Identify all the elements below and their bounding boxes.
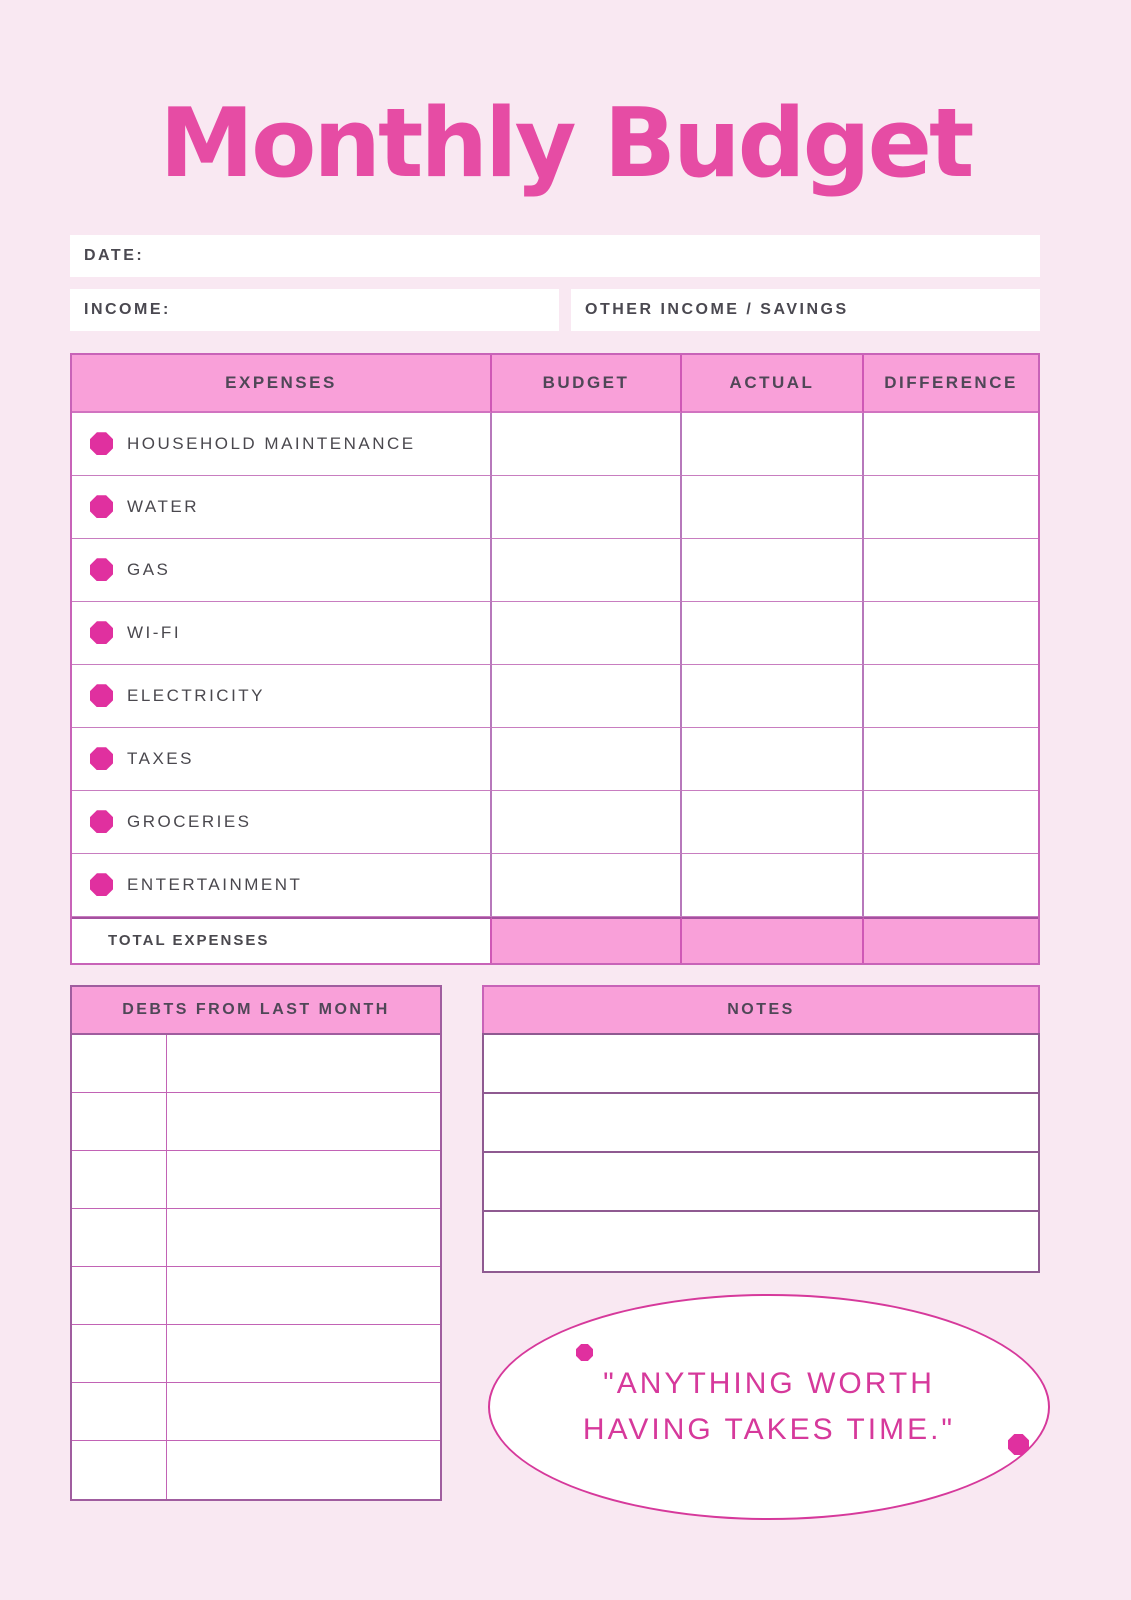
page-title: Monthly Budget — [159, 89, 972, 199]
quote-ellipse — [488, 1294, 1050, 1520]
debts-table — [70, 985, 442, 1501]
total-actual-cell[interactable] — [682, 917, 864, 963]
difference-column-header: DIFFERENCE — [864, 355, 1038, 413]
expense-label-cell — [72, 539, 492, 602]
debts-description-cell[interactable] — [167, 1325, 440, 1383]
octagon-bullet-icon — [90, 747, 113, 770]
expenses-column-header: EXPENSES — [72, 355, 492, 413]
notes-section — [482, 985, 1040, 1273]
expenses-table — [70, 353, 1040, 965]
actual-input-cell[interactable] — [682, 854, 864, 917]
debts-row — [72, 1383, 440, 1441]
actual-input-cell[interactable] — [682, 413, 864, 476]
debts-table-header: DEBTS FROM LAST MONTH — [72, 987, 440, 1035]
difference-input-cell[interactable] — [864, 476, 1038, 539]
expense-label-cell — [72, 854, 492, 917]
expense-row-gas — [72, 539, 1038, 602]
quote-line-2: HAVING TAKES TIME." — [582, 1413, 956, 1446]
income-field[interactable] — [70, 289, 559, 331]
debts-amount-cell[interactable] — [72, 1267, 167, 1325]
budget-input-cell[interactable] — [492, 791, 682, 854]
octagon-dot-icon — [576, 1344, 593, 1361]
difference-input-cell[interactable] — [864, 854, 1038, 917]
octagon-dot-icon — [1008, 1434, 1029, 1455]
difference-input-cell[interactable] — [864, 665, 1038, 728]
debts-row — [72, 1325, 440, 1383]
quote-text — [583, 1361, 955, 1454]
actual-input-cell[interactable] — [682, 539, 864, 602]
expense-row-water — [72, 476, 1038, 539]
quote-line-1: "ANYTHING WORTH — [603, 1366, 935, 1400]
actual-input-cell[interactable] — [682, 728, 864, 791]
debts-description-cell[interactable] — [167, 1035, 440, 1093]
debts-row — [72, 1209, 440, 1267]
expense-row-household-maintenance — [72, 413, 1038, 476]
debts-amount-cell[interactable] — [72, 1093, 167, 1151]
difference-input-cell[interactable] — [864, 413, 1038, 476]
debts-amount-cell[interactable] — [72, 1035, 167, 1093]
budget-input-cell[interactable] — [492, 602, 682, 665]
actual-input-cell[interactable] — [682, 791, 864, 854]
budget-input-cell[interactable] — [492, 854, 682, 917]
notes-header: NOTES — [482, 985, 1040, 1033]
total-difference-cell[interactable] — [864, 917, 1038, 963]
expense-label: ENTERTAINMENT — [127, 874, 303, 894]
expense-label-cell — [72, 728, 492, 791]
expense-row-electricity — [72, 665, 1038, 728]
octagon-bullet-icon — [90, 621, 113, 644]
notes-line[interactable] — [484, 1035, 1038, 1094]
debts-row — [72, 1267, 440, 1325]
total-budget-cell[interactable] — [492, 917, 682, 963]
total-expenses-row — [72, 917, 1038, 963]
notes-line[interactable] — [484, 1094, 1038, 1153]
debts-row — [72, 1035, 440, 1093]
debts-amount-cell[interactable] — [72, 1209, 167, 1267]
difference-input-cell[interactable] — [864, 602, 1038, 665]
debts-description-cell[interactable] — [167, 1209, 440, 1267]
expense-label: GAS — [127, 559, 171, 579]
expense-label: WATER — [127, 496, 199, 516]
expense-label-cell — [72, 665, 492, 728]
actual-input-cell[interactable] — [682, 665, 864, 728]
income-label: INCOME: — [84, 300, 171, 318]
expense-row-entertainment — [72, 854, 1038, 917]
expense-row-taxes — [72, 728, 1038, 791]
debts-description-cell[interactable] — [167, 1093, 440, 1151]
octagon-bullet-icon — [90, 684, 113, 707]
expense-label: GROCERIES — [127, 811, 252, 831]
debts-amount-cell[interactable] — [72, 1383, 167, 1441]
other-income-savings-label: OTHER INCOME / SAVINGS — [585, 300, 849, 318]
quote-container — [488, 1294, 1050, 1520]
income-row — [70, 289, 1040, 331]
notes-body — [482, 1033, 1040, 1273]
debts-row — [72, 1441, 440, 1499]
actual-input-cell[interactable] — [682, 476, 864, 539]
date-label: DATE: — [84, 246, 145, 264]
octagon-bullet-icon — [90, 810, 113, 833]
actual-column-header: ACTUAL — [682, 355, 864, 413]
other-income-savings-field[interactable] — [571, 289, 1040, 331]
expense-label: TAXES — [127, 748, 194, 768]
budget-input-cell[interactable] — [492, 539, 682, 602]
expense-label-cell — [72, 413, 492, 476]
expense-label: ELECTRICITY — [127, 685, 266, 705]
budget-input-cell[interactable] — [492, 476, 682, 539]
debts-description-cell[interactable] — [167, 1151, 440, 1209]
budget-input-cell[interactable] — [492, 665, 682, 728]
debts-description-cell[interactable] — [167, 1267, 440, 1325]
expense-label-cell — [72, 602, 492, 665]
budget-input-cell[interactable] — [492, 413, 682, 476]
expense-row-groceries — [72, 791, 1038, 854]
debts-amount-cell[interactable] — [72, 1325, 167, 1383]
expense-label: WI-FI — [127, 622, 182, 642]
expenses-table-header — [72, 355, 1038, 413]
debts-description-cell[interactable] — [167, 1441, 440, 1499]
expense-label-cell — [72, 791, 492, 854]
debts-row — [72, 1093, 440, 1151]
expense-label: HOUSEHOLD MAINTENANCE — [127, 433, 416, 453]
difference-input-cell[interactable] — [864, 728, 1038, 791]
expense-row-wifi — [72, 602, 1038, 665]
notes-line[interactable] — [484, 1153, 1038, 1212]
notes-line[interactable] — [484, 1212, 1038, 1271]
debts-description-cell[interactable] — [167, 1383, 440, 1441]
debts-amount-cell[interactable] — [72, 1151, 167, 1209]
expense-label-cell — [72, 476, 492, 539]
total-expenses-label: TOTAL EXPENSES — [108, 932, 270, 950]
debts-amount-cell[interactable] — [72, 1441, 167, 1499]
date-field[interactable] — [70, 235, 1040, 277]
difference-input-cell[interactable] — [864, 539, 1038, 602]
actual-input-cell[interactable] — [682, 602, 864, 665]
difference-input-cell[interactable] — [864, 791, 1038, 854]
debts-row — [72, 1151, 440, 1209]
budget-column-header: BUDGET — [492, 355, 682, 413]
octagon-bullet-icon — [90, 495, 113, 518]
budget-input-cell[interactable] — [492, 728, 682, 791]
octagon-bullet-icon — [90, 432, 113, 455]
octagon-bullet-icon — [90, 558, 113, 581]
octagon-bullet-icon — [90, 873, 113, 896]
total-expenses-label-cell — [72, 917, 492, 963]
